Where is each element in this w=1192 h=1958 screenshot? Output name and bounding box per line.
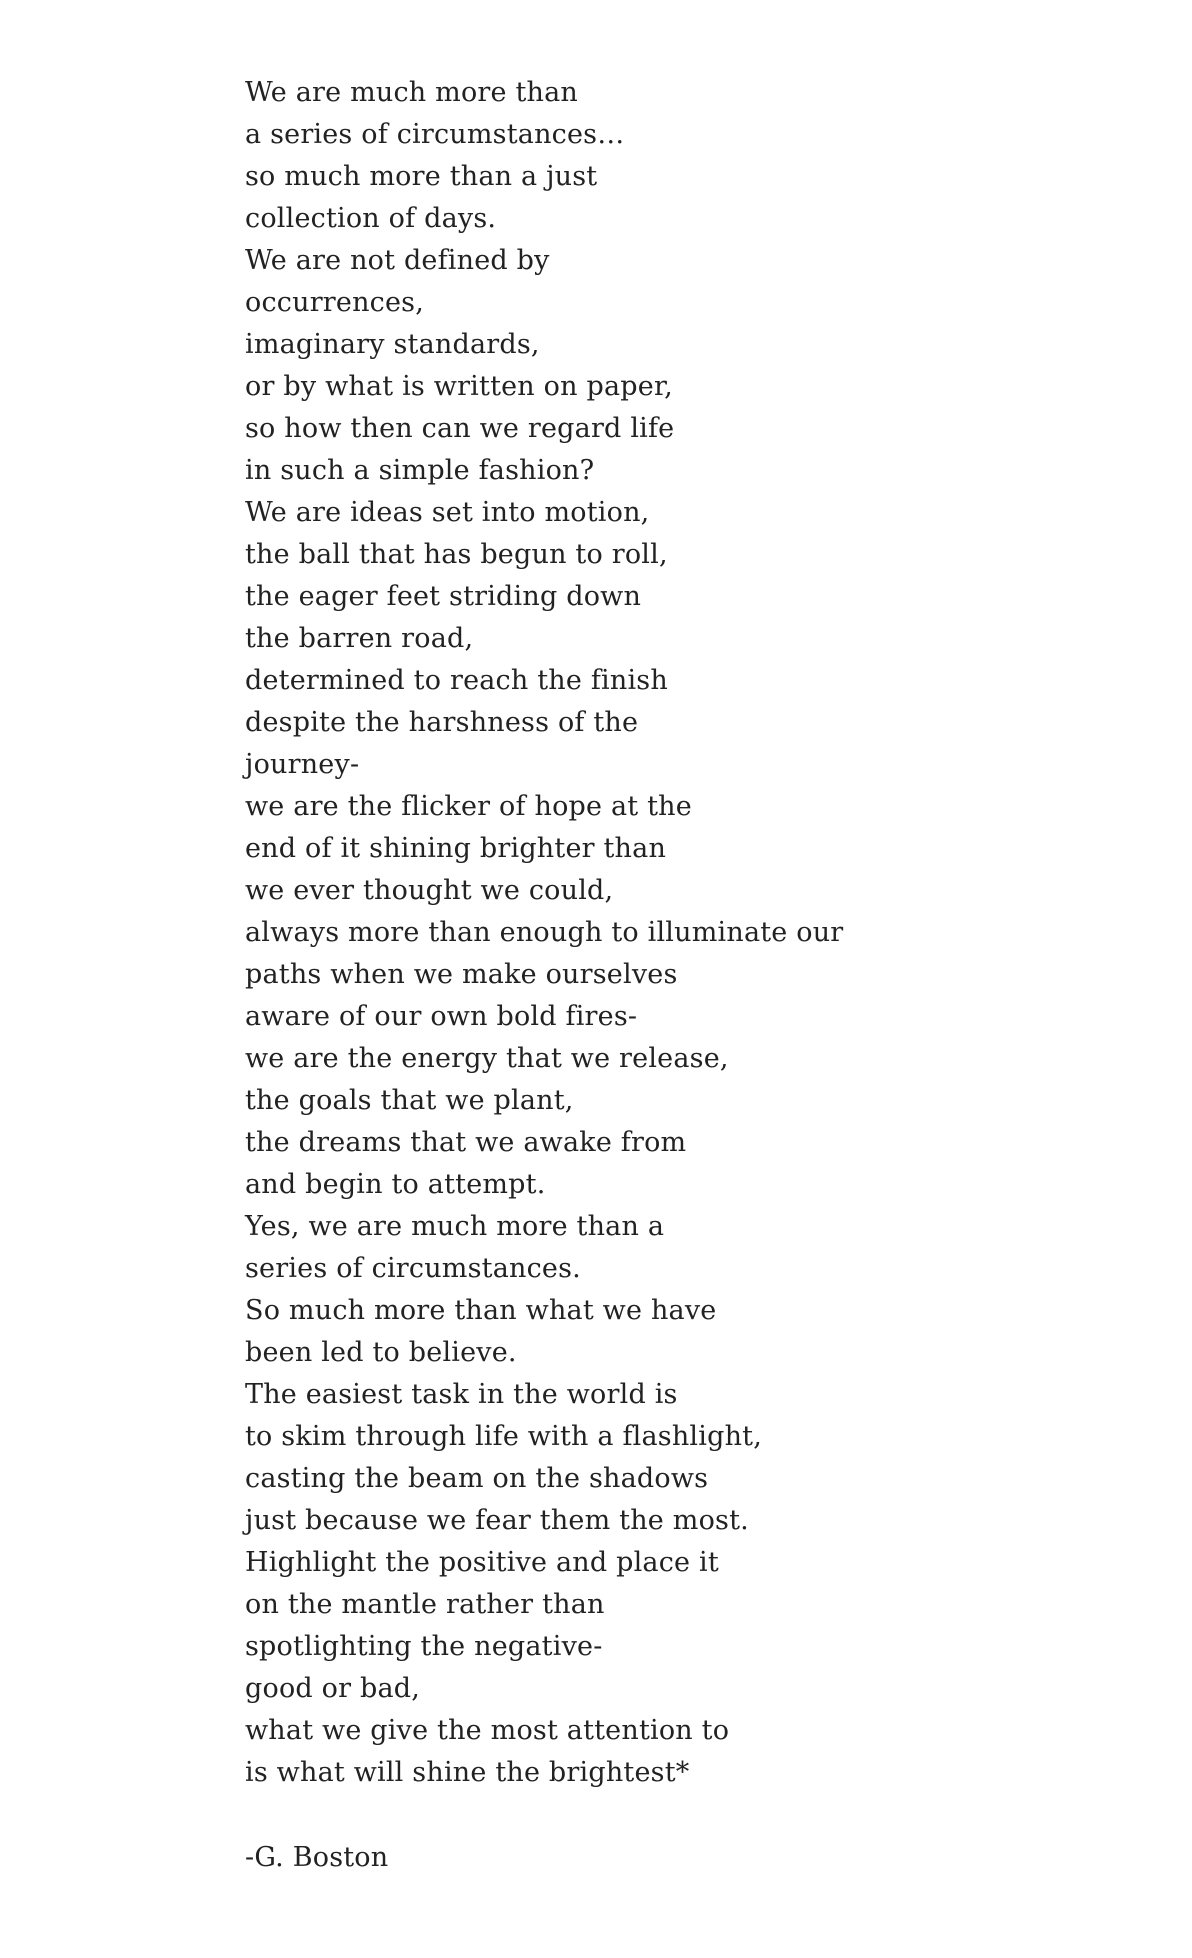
poem-line: casting the beam on the shadows [245, 1463, 709, 1494]
poem-line: in such a simple fashion? [245, 455, 595, 486]
poem-line: so how then can we regard life [245, 413, 675, 444]
poem-line: So much more than what we have [245, 1295, 717, 1326]
poem-line: on the mantle rather than [245, 1589, 605, 1620]
poem-line: or by what is written on paper, [245, 371, 673, 402]
poem-line: so much more than a just [245, 161, 598, 192]
poem-line: the dreams that we awake from [245, 1127, 687, 1158]
poem-line: good or bad, [245, 1673, 421, 1704]
poem-signature: -G. Boston [245, 1842, 389, 1873]
poem-line: We are ideas set into motion, [245, 497, 650, 528]
poem-line: been led to believe. [245, 1337, 517, 1368]
poem-line: despite the harshness of the [245, 707, 639, 738]
poem-line: Highlight the positive and place it [245, 1547, 719, 1578]
poem-line: the ball that has begun to roll, [245, 539, 668, 570]
poem-line: the barren road, [245, 623, 474, 654]
poem-line: imaginary standards, [245, 329, 540, 360]
poem-line: what we give the most attention to [245, 1715, 730, 1746]
poem-line: paths when we make ourselves [245, 959, 678, 990]
poem-line: We are not defined by [245, 245, 550, 276]
poem-line: we ever thought we could, [245, 875, 614, 906]
poem-line: end of it shining brighter than [245, 833, 667, 864]
poem-line: collection of days. [245, 203, 497, 234]
poem-line: is what will shine the brightest* [245, 1757, 690, 1788]
poem-line: occurrences, [245, 287, 425, 318]
poem-line: and begin to attempt. [245, 1169, 546, 1200]
poem-line: we are the energy that we release, [245, 1043, 729, 1074]
poem-line: the eager feet striding down [245, 581, 642, 612]
poem-line: we are the flicker of hope at the [245, 791, 692, 822]
poem-body [245, 72, 843, 1794]
poem-line: a series of circumstances… [245, 119, 625, 150]
poem-line: spotlighting the negative- [245, 1631, 603, 1662]
poem-line: series of circumstances. [245, 1253, 581, 1284]
poem-line: journey- [245, 749, 360, 780]
poem-line: determined to reach the finish [245, 665, 668, 696]
poem-line: always more than enough to illuminate our [245, 917, 844, 948]
poem-line: just because we fear them the most. [245, 1505, 749, 1536]
poem-line: We are much more than [245, 77, 579, 108]
poem-line: aware of our own bold fires- [245, 1001, 638, 1032]
poem-line: Yes, we are much more than a [245, 1211, 665, 1242]
poem-line: The easiest task in the world is [245, 1379, 678, 1410]
poem-line: the goals that we plant, [245, 1085, 574, 1116]
poem-line: to skim through life with a flashlight, [245, 1421, 762, 1452]
